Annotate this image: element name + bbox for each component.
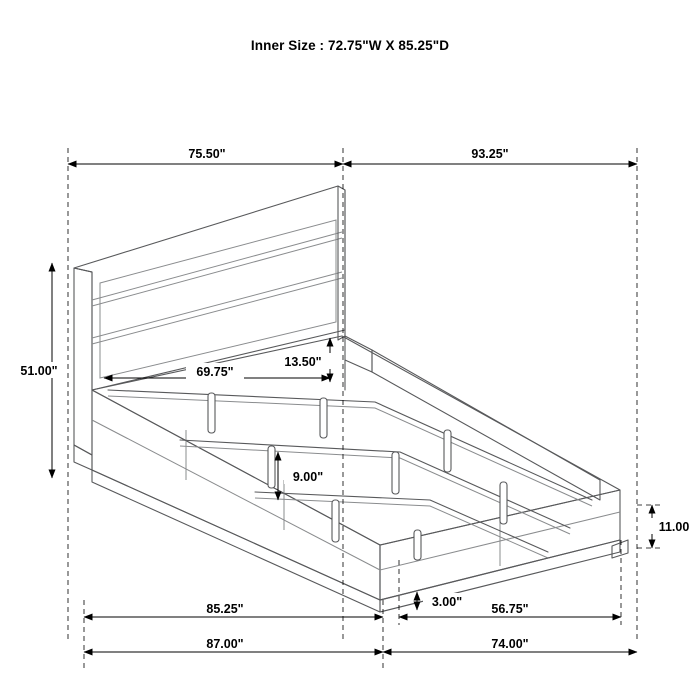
dimension-label-bottom-1: 85.25" — [206, 602, 244, 616]
dimension-label-top-left: 75.50" — [188, 147, 226, 161]
dimension-label-bottom-4: 74.00" — [491, 637, 529, 651]
dimension-bottom-1 — [84, 600, 383, 617]
dimension-top-left — [68, 145, 343, 164]
dimension-label-bottom-2: 56.75" — [491, 602, 529, 616]
page-title: Inner Size : 72.75"W X 85.25"D — [250, 38, 450, 53]
dimension-top-right — [343, 145, 637, 164]
dimension-slat-height — [278, 452, 332, 500]
dimension-label-bottom-3: 87.00" — [206, 637, 244, 651]
dimension-clearance — [417, 592, 471, 610]
dimension-left-height — [14, 263, 64, 478]
bed-illustration — [74, 186, 628, 612]
dimension-bottom-3 — [84, 635, 383, 652]
dimension-label-left-height: 51.00" — [20, 364, 58, 378]
dimension-label-slat-height: 9.00" — [292, 470, 324, 484]
dimension-label-clearance: 3.00" — [431, 595, 463, 609]
dimension-right-height — [650, 505, 698, 548]
dimension-label-right-height: 11.00 — [658, 520, 690, 534]
dimension-label-headboard-inner: 69.75" — [196, 365, 234, 379]
dimension-bottom-4 — [383, 635, 637, 652]
dimension-label-top-right: 93.25" — [471, 147, 509, 161]
dimension-label-rail-height: 13.50" — [284, 355, 322, 369]
